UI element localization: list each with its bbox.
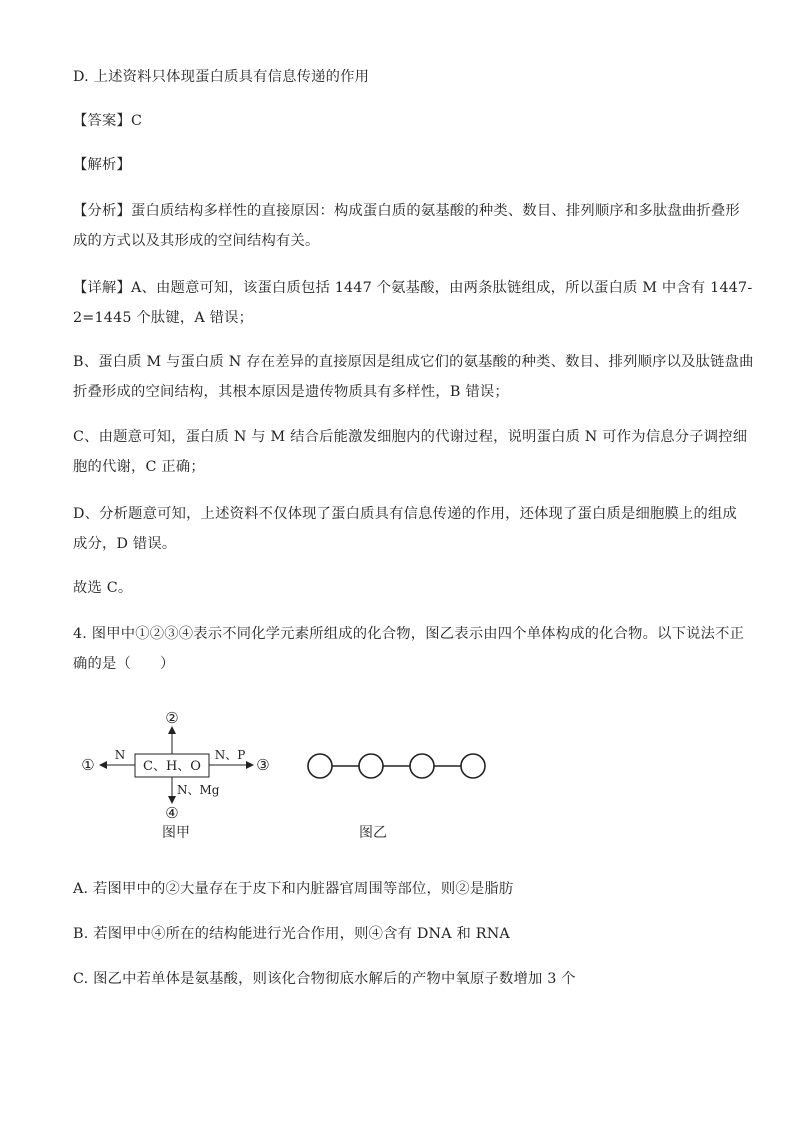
monomer-circle <box>461 754 485 778</box>
question4-figure <box>73 700 493 850</box>
node-2-label: ② <box>165 709 179 727</box>
explanation-b-line-1: B、蛋白质 M 与蛋白质 N 存在差异的直接原因是组成它们的氨基酸的种类、数目、排列顺序以及肽链盘曲 <box>73 354 754 370</box>
monomer-circle <box>410 754 434 778</box>
explanation-d-line-2: 成分，D 错误。 <box>73 536 177 552</box>
left-arrow-label: N <box>114 748 126 762</box>
explanation-d-line-1: D、分析题意可知，上述资料不仅体现了蛋白质具有信息传递的作用，还体现了蛋白质是细胞膜上的组成 <box>73 506 738 522</box>
node-4-label: ④ <box>165 804 179 822</box>
fenxi-line-2: 成的方式以及其形成的空间结构有关。 <box>73 233 320 249</box>
explanation-b-line-2: 折叠形成的空间结构，其根本原因是遗传物质具有多样性，B 错误； <box>73 384 509 400</box>
xiangjie-line-1: 【详解】A、由题意可知，该蛋白质包括 1447 个氨基酸，由两条肽链组成，所以蛋白质 M 中含有 1447- <box>73 280 753 296</box>
figure-yi-caption: 图乙 <box>359 825 387 841</box>
explanation-c-line-2: 胞的代谢，C 正确； <box>73 459 205 475</box>
figure-jia <box>81 709 269 841</box>
analysis-heading: 【解析】 <box>73 157 131 173</box>
xiangjie-line-2: 2=1445 个肽键，A 错误； <box>73 310 254 326</box>
monomer-circle <box>359 754 383 778</box>
center-elements-label: C、H、O <box>143 759 201 774</box>
right-arrow-label: N、P <box>214 748 246 762</box>
node-1-label: ① <box>81 756 95 774</box>
question4-option-a: A. 若图甲中的②大量存在于皮下和内脏器官周围等部位，则②是脂肪 <box>73 881 514 897</box>
explanation-c-line-1: C、由题意可知，蛋白质 N 与 M 结合后能激发细胞内的代谢过程，说明蛋白质 N 可作为信息分子调控细 <box>73 429 748 445</box>
monomer-circle <box>308 754 332 778</box>
figure-yi <box>308 754 485 841</box>
figure-jia-caption: 图甲 <box>162 825 190 841</box>
figure-svg <box>73 700 493 850</box>
question4-option-b: B. 若图甲中④所在的结构能进行光合作用，则④含有 DNA 和 RNA <box>73 926 510 942</box>
prev-option-d: D. 上述资料只体现蛋白质具有信息传递的作用 <box>73 69 370 85</box>
answer-line: 【答案】C <box>73 113 143 129</box>
question4-stem-line-2: 确的是（ ） <box>73 656 175 672</box>
fenxi-line-1: 【分析】蛋白质结构多样性的直接原因：构成蛋白质的氨基酸的种类、数目、排列顺序和多肽盘曲折叠形 <box>73 203 740 219</box>
monomer-chain <box>308 754 485 778</box>
conclusion-line: 故选 C。 <box>73 580 133 596</box>
node-3-label: ③ <box>256 756 270 774</box>
down-arrow-label: N、Mg <box>177 783 220 797</box>
question4-option-c: C. 图乙中若单体是氨基酸，则该化合物彻底水解后的产物中氧原子数增加 3 个 <box>73 971 576 987</box>
question4-stem-line-1: 4. 图甲中①②③④表示不同化学元素所组成的化合物，图乙表示由四个单体构成的化合物。以下说法不正 <box>73 626 745 642</box>
